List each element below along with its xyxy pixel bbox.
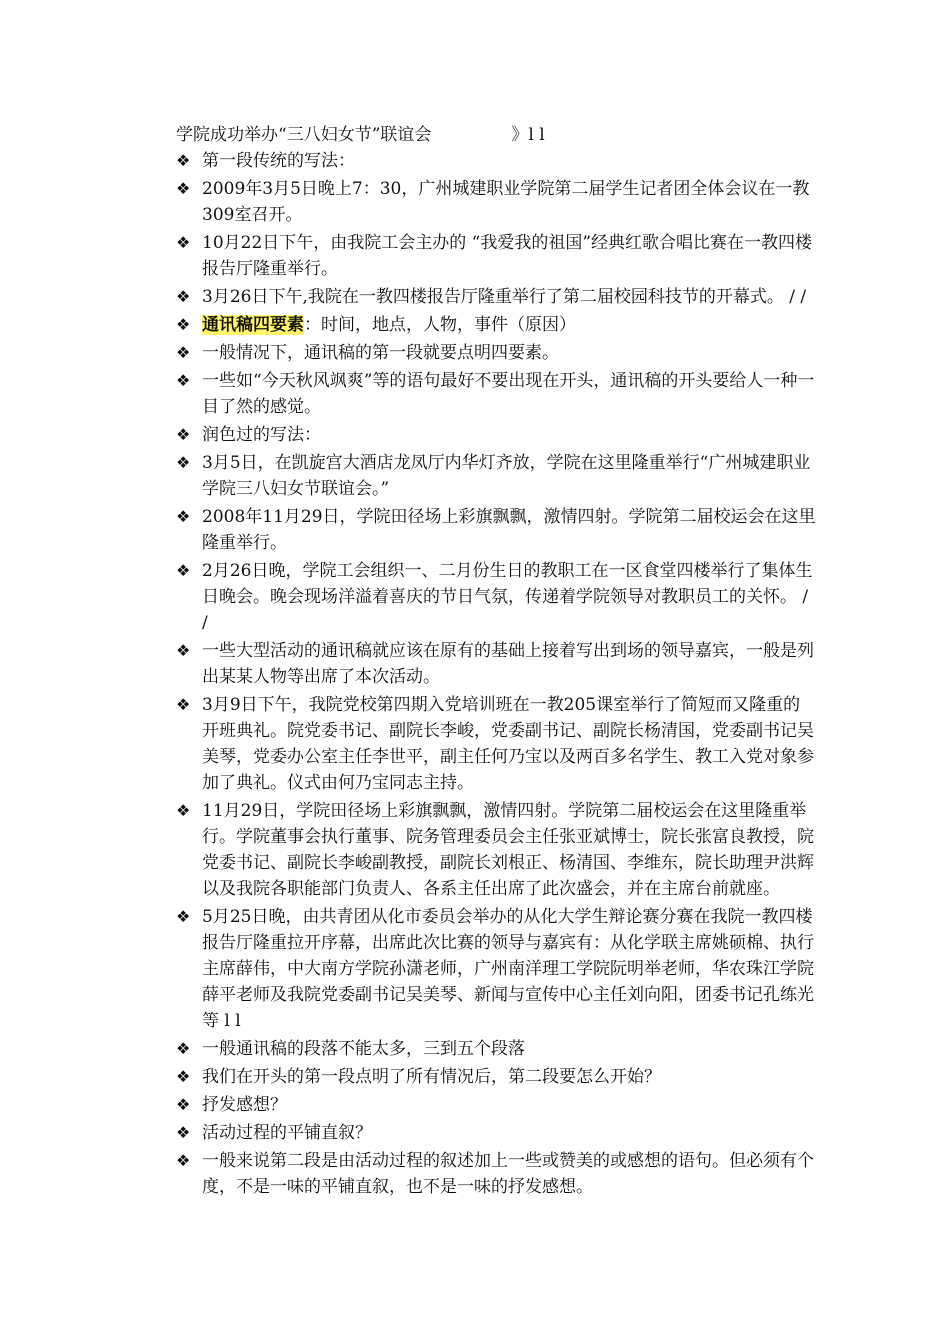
list-item [176, 368, 816, 420]
bullet-diamond-icon: ❖ [176, 801, 191, 820]
title-text: 学院成功举办“三八妇女节”联谊会 [176, 125, 432, 145]
bullet-diamond-icon: ❖ [176, 641, 191, 660]
list-item [176, 692, 816, 796]
list-item [176, 504, 816, 556]
bullet-diamond-icon: ❖ [176, 1123, 191, 1142]
bullet-diamond-icon: ❖ [176, 695, 191, 714]
bullet-diamond-icon: ❖ [176, 343, 191, 362]
list-item [176, 558, 816, 636]
list-item [176, 1036, 816, 1062]
list-item [176, 312, 816, 338]
list-item-text: 2008年11月29日，学院田径场上彩旗飘飘，激情四射。学院第二届校运会在这里隆重举行。 [202, 507, 816, 553]
list-item-text: 10月22日下午，由我院工会主办的 “我爱我的祖国”经典红歌合唱比赛在一教四楼报告厅隆重举行。 [202, 233, 813, 279]
list-item-text: 5月25日晚，由共青团从化市委员会举办的从化大学生辩论赛分赛在我院一教四楼报告厅隆重拉开序幕，出席此次比赛的领导与嘉宾有：从化学联主席姚硕棉、执行主席薛伟，中大南方学院孙潇老师，广州南洋理工学院阮明举老师，华农珠江学院薛平老师及我院党委副书记吴美琴、新闻与宣传中心主任刘向阳，团委书记孔练光等 l l [202, 907, 814, 1031]
bullet-diamond-icon: ❖ [176, 561, 191, 580]
list-item [176, 284, 816, 310]
list-item-text: 一些如“今天秋风飒爽”等的语句最好不要出现在开头，通讯稿的开头要给人一种一目了然的感觉。 [202, 371, 815, 417]
bullet-diamond-icon: ❖ [176, 907, 191, 926]
list-item [176, 230, 816, 282]
list-item-text: 11月29日，学院田径场上彩旗飘飘，激情四射。学院第二届校运会在这里隆重举行。学院董事会执行董事、院务管理委员会主任张亚斌博士，院长张富良教授，院党委书记、副院长李峻副教授，副院长刘根正、杨清国、李维东，院长助理尹洪辉以及我院各职能部门负责人、各系主任出席了此次盛会，并在主席台前就座。 [202, 801, 814, 899]
bullet-diamond-icon: ❖ [176, 1095, 191, 1114]
list-item-text: 2009年3月5日晚上7：30，广州城建职业学院第二届学生记者团全体会议在一教309室召开。 [202, 179, 810, 225]
list-item [176, 1148, 816, 1200]
list-item [176, 340, 816, 366]
bullet-diamond-icon: ❖ [176, 151, 191, 170]
list-item-text: 一般情况下，通讯稿的第一段就要点明四要素。 [202, 343, 559, 363]
bullet-diamond-icon: ❖ [176, 507, 191, 526]
list-item [176, 1120, 816, 1146]
bullet-diamond-icon: ❖ [176, 371, 191, 390]
list-item-text: 我们在开头的第一段点明了所有情况后，第二段要怎么开始？ [202, 1067, 661, 1087]
bullet-diamond-icon: ❖ [176, 1151, 191, 1170]
list-item-text: 一些大型活动的通讯稿就应该在原有的基础上接着写出到场的领导嘉宾，一般是列出某某人物等出席了本次活动。 [202, 641, 814, 687]
list-item [176, 904, 816, 1034]
bullet-diamond-icon: ❖ [176, 1039, 191, 1058]
bullet-diamond-icon: ❖ [176, 179, 191, 198]
list-item-text: 3月26日下午,我院在一教四楼报告厅隆重举行了第二届校园科技节的开幕式。 / / [202, 287, 807, 307]
list-item [176, 1064, 816, 1090]
list-item [176, 638, 816, 690]
bullet-diamond-icon: ❖ [176, 233, 191, 252]
list-item-text: 第一段传统的写法： [202, 151, 355, 171]
document-title [176, 122, 816, 148]
list-item-text: 3月5日，在凯旋宫大酒店龙凤厅内华灯齐放，学院在这里隆重举行“广州城建职业学院三八妇女节联谊会。” [202, 453, 811, 499]
list-item [176, 450, 816, 502]
list-item [176, 798, 816, 902]
list-item [176, 148, 816, 174]
bullet-diamond-icon: ❖ [176, 1067, 191, 1086]
list-item-text: 活动过程的平铺直叙？ [202, 1123, 372, 1143]
bullet-diamond-icon: ❖ [176, 453, 191, 472]
list-item-text: 2月26日晚，学院工会组织一、二月份生日的教职工在一区食堂四楼举行了集体生日晚会。晚会现场洋溢着喜庆的节日气氛，传递着学院领导对教职员工的关怀。 / / [202, 561, 813, 633]
list-item-text: 润色过的写法： [202, 425, 321, 445]
document-body [176, 122, 816, 1202]
list-item-text: 一般来说第二段是由活动过程的叙述加上一些或赞美的或感想的语句。但必须有个度，不是一味的平铺直叙，也不是一味的抒发感想。 [202, 1151, 814, 1197]
list-item [176, 176, 816, 228]
highlighted-term: 通讯稿四要素 [202, 315, 304, 335]
title-marks: 》l l [511, 125, 545, 145]
list-item-text: 3月9日下午，我院党校第四期入党培训班在一教205课室举行了简短而又隆重的开班典礼。院党委书记、副院长李峻，党委副书记、副院长杨清国，党委副书记吴美琴，党委办公室主任李世平，副主任何乃宝以及两百多名学生、教工入党对象参加了典礼。仪式由何乃宝同志主持。 [202, 695, 814, 793]
bullet-diamond-icon: ❖ [176, 287, 191, 306]
list-item [176, 1092, 816, 1118]
bullet-diamond-icon: ❖ [176, 425, 191, 444]
list-item-text: 抒发感想？ [202, 1095, 287, 1115]
list-item-text: 一般通讯稿的段落不能太多，三到五个段落 [202, 1039, 525, 1059]
list-item [176, 422, 816, 448]
list-item-text: ：时间，地点，人物，事件（原因） [304, 315, 576, 335]
bullet-list [176, 148, 816, 1200]
bullet-diamond-icon: ❖ [176, 315, 191, 334]
